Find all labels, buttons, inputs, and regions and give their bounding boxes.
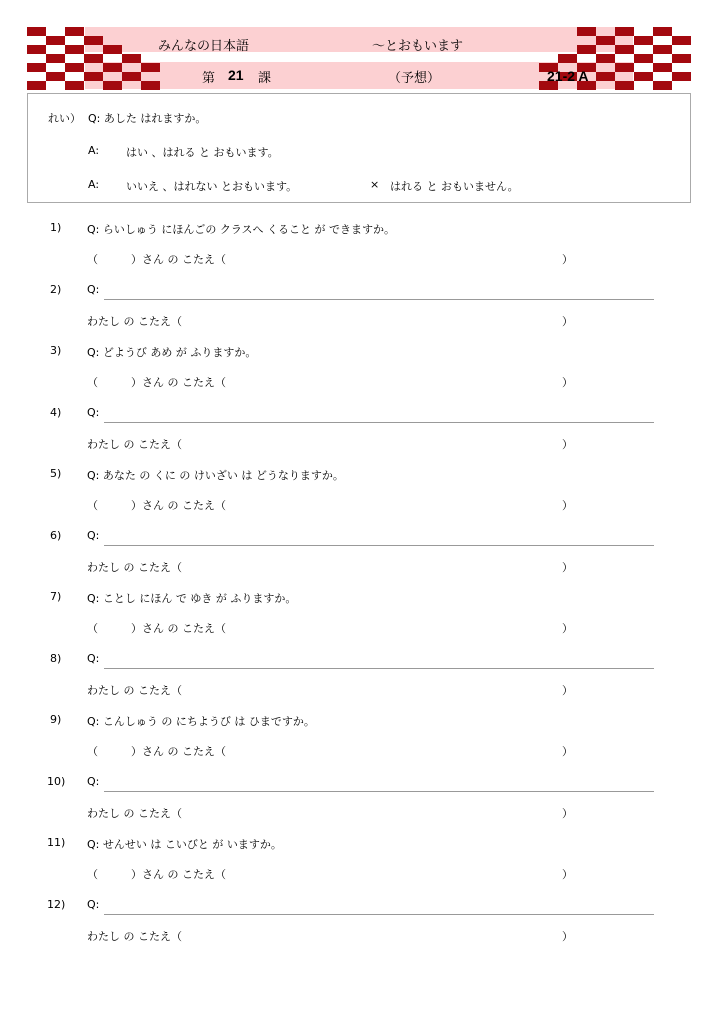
item-answer-label: わたし の こたえ（: [87, 560, 182, 574]
checker-pattern-left: [27, 27, 177, 92]
item-number: 4): [50, 405, 62, 419]
question-write-line[interactable]: [104, 791, 654, 792]
item-answer-label: わたし の こたえ（: [87, 683, 182, 697]
checker-square: [634, 36, 653, 45]
item-question: Q: らいしゅう にほんごの クラスへ くること が できますか。: [87, 223, 396, 236]
topic-title: （予想）: [388, 71, 441, 86]
checker-square: [141, 81, 160, 90]
lesson-prefix: 第: [202, 71, 216, 86]
item-answer-close: ）: [562, 683, 573, 697]
checker-square: [672, 36, 691, 45]
item-number: 6): [50, 528, 62, 542]
item-answer-close: ）: [562, 376, 573, 389]
item-answer-close: ）: [562, 499, 573, 512]
checker-square: [27, 63, 46, 72]
question-write-line[interactable]: [104, 668, 654, 669]
checker-square: [103, 63, 122, 72]
item-answer-label: わたし の こたえ（: [87, 437, 182, 451]
checker-square: [46, 72, 65, 81]
checker-square: [65, 63, 84, 72]
question-write-line[interactable]: [104, 299, 654, 300]
item-number: 9): [50, 713, 62, 726]
checker-square: [615, 63, 634, 72]
question-write-line[interactable]: [104, 914, 654, 915]
item-answer-label: わたし の こたえ（: [87, 806, 182, 820]
item-number: 12): [47, 897, 66, 911]
item-answer-label: （ ）さん の こたえ（: [87, 622, 226, 635]
item-answer-label: わたし の こたえ（: [87, 929, 182, 943]
question-write-line[interactable]: [104, 422, 654, 423]
checker-square: [653, 81, 672, 90]
item-question: Q:: [87, 282, 100, 296]
checker-square: [122, 54, 141, 63]
item-answer-close: ）: [562, 745, 573, 758]
checker-square: [672, 72, 691, 81]
item-answer-close: ）: [562, 437, 573, 451]
item-question: Q: あなた の くに の けいざい は どうなりますか。: [87, 469, 344, 482]
example-label: れい）: [48, 112, 81, 125]
grammar-title: ～とおもいます: [372, 39, 464, 54]
checker-square: [84, 36, 103, 45]
checker-square: [103, 81, 122, 90]
checker-square: [65, 27, 84, 36]
item-answer-close: ）: [562, 868, 573, 881]
item-number: 3): [50, 344, 62, 357]
checker-square: [653, 63, 672, 72]
item-question: Q: こんしゅう の にちようび は ひまですか。: [87, 715, 315, 728]
item-number: 5): [50, 467, 62, 480]
checker-square: [653, 27, 672, 36]
item-answer-close: ）: [562, 929, 573, 943]
checker-square: [577, 45, 596, 54]
checker-square: [46, 36, 65, 45]
checker-square: [558, 54, 577, 63]
item-number: 1): [50, 221, 62, 234]
item-answer-label: （ ）さん の こたえ（: [87, 499, 226, 512]
item-number: 11): [47, 836, 66, 849]
item-answer-close: ）: [562, 314, 573, 328]
item-question: Q: せんせい は こいびと が いますか。: [87, 838, 282, 851]
checker-square: [27, 81, 46, 90]
checker-square: [596, 54, 615, 63]
item-answer-close: ）: [562, 622, 573, 635]
checker-square: [27, 27, 46, 36]
checker-square: [672, 54, 691, 63]
checker-square: [103, 45, 122, 54]
item-answer-close: ）: [562, 560, 573, 574]
item-question: Q:: [87, 651, 100, 665]
checker-square: [122, 72, 141, 81]
item-answer-label: （ ）さん の こたえ（: [87, 253, 226, 266]
item-answer-close: ）: [562, 253, 573, 266]
checker-square: [27, 45, 46, 54]
item-answer-label: （ ）さん の こたえ（: [87, 868, 226, 881]
item-answer-label: わたし の こたえ（: [87, 314, 182, 328]
checker-square: [84, 54, 103, 63]
checker-square: [634, 72, 653, 81]
item-number: 7): [50, 590, 62, 603]
checker-square: [634, 54, 653, 63]
item-question: Q:: [87, 528, 100, 542]
item-question: Q:: [87, 774, 100, 788]
lesson-number: 21: [228, 67, 244, 83]
checker-square: [65, 45, 84, 54]
example-question: Q: あした はれますか。: [88, 112, 207, 125]
example-answer-yes-label: A:: [88, 144, 100, 157]
checker-square: [84, 72, 103, 81]
checker-square: [653, 45, 672, 54]
series-title: みんなの日本語: [158, 39, 250, 54]
item-number: 2): [50, 282, 62, 296]
worksheet-header: [27, 27, 692, 92]
checker-square: [141, 63, 160, 72]
checker-square: [596, 72, 615, 81]
checker-square: [46, 54, 65, 63]
wrong-mark: ×: [370, 178, 380, 191]
item-number: 10): [47, 774, 66, 788]
item-answer-label: （ ）さん の こたえ（: [87, 376, 226, 389]
example-answer-no: いいえ 、はれない とおもいます。: [126, 180, 298, 193]
example-box: [27, 93, 691, 203]
item-answer-close: ）: [562, 806, 573, 820]
lesson-suffix: 課: [258, 71, 272, 86]
example-answer-yes: はい 、はれる と おもいます。: [126, 146, 279, 159]
item-question: Q:: [87, 897, 100, 911]
item-question: Q: どようび あめ が ふりますか。: [87, 346, 257, 359]
checker-square: [615, 45, 634, 54]
checker-square: [615, 81, 634, 90]
checker-square: [65, 81, 84, 90]
checker-square: [596, 36, 615, 45]
item-number: 8): [50, 651, 62, 665]
checker-square: [615, 27, 634, 36]
item-question: Q: ことし にほん で ゆき が ふりますか。: [87, 592, 297, 605]
item-question: Q:: [87, 405, 100, 419]
example-answer-no-label: A:: [88, 178, 100, 191]
question-write-line[interactable]: [104, 545, 654, 546]
example-wrong-answer: はれる と おもいません。: [390, 180, 519, 193]
checker-square: [577, 27, 596, 36]
item-answer-label: （ ）さん の こたえ（: [87, 745, 226, 758]
worksheet-code: 21-2 A: [547, 68, 589, 84]
